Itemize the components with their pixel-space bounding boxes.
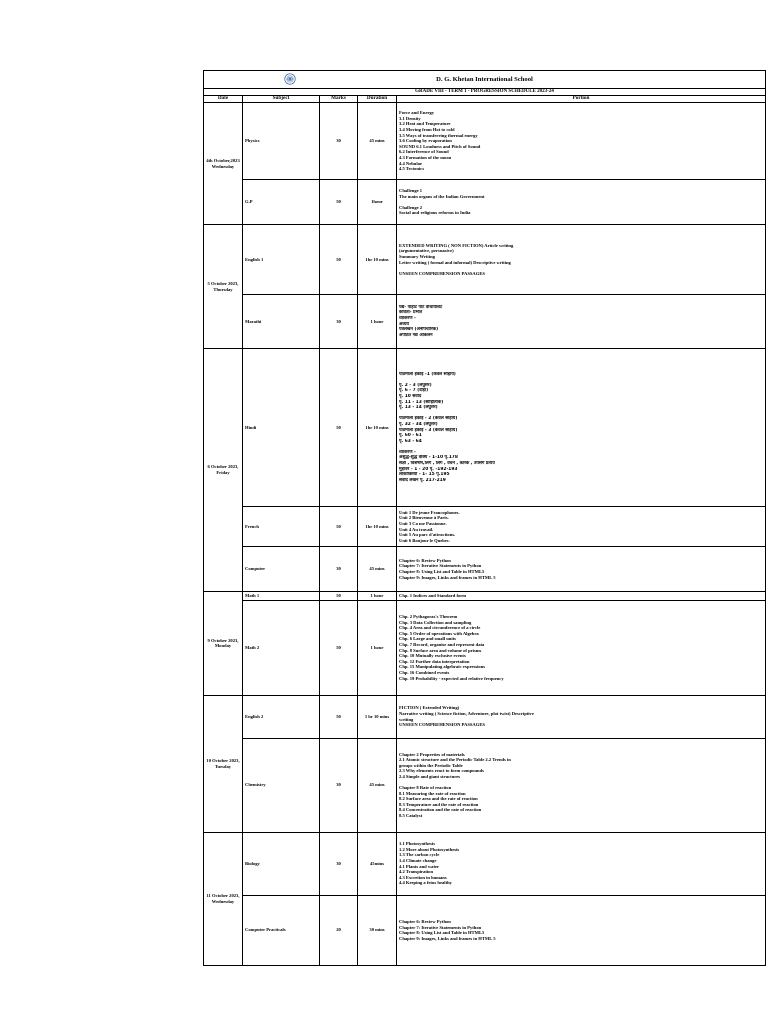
portion-line: 1.1 Photosynthesis [399, 841, 435, 847]
portion-cell [397, 600, 766, 695]
portion-line: Force and Energy [399, 110, 435, 116]
table-row [204, 103, 766, 180]
portion-line: writing [399, 716, 414, 722]
portion-line: पृ. 63 - 64 [399, 438, 422, 444]
portion-line: 4.4 Keeping a fetus healthy [399, 880, 452, 886]
portion-line: 2.1 Atomic structure and the Periodic Table 2.2 Trends in [399, 757, 511, 763]
marks-cell: 30 [320, 103, 358, 180]
portion-line: 1.2 More about Photosynthesis [399, 846, 460, 852]
subject-cell: Computer Practicals [243, 895, 320, 965]
portion-line: 6.2 Interference of Sound [399, 149, 449, 155]
portion-cell [397, 895, 766, 965]
table-row [204, 295, 766, 349]
portion-line: (argumentative, persuasive) [399, 248, 454, 254]
table-row [204, 895, 766, 965]
portion-line: 8.4 Concentration and the rate of reaction [399, 807, 482, 813]
marks-cell: 30 [320, 738, 358, 832]
portion-line: 8.3 Temperature and the rate of reaction [399, 801, 479, 807]
portion-line: व्याकरण - [399, 315, 416, 321]
subject-cell: G.P [243, 180, 320, 225]
portion-line: पाठमाला इकाई - 3 (केवल साहार्य) [399, 427, 458, 433]
portion-cell [397, 349, 766, 507]
portion-line: Chapter 9: Images, Links and frames in HTML 5 [399, 574, 496, 580]
portion-line: Summary Writing [399, 253, 435, 259]
portion-line: 4.3 Formation of the moon [399, 154, 452, 160]
portion-line: 3.5 Ways of transferring thermal energy [399, 132, 478, 138]
portion-line: Chapter 2 Properties of materials [399, 751, 465, 757]
portion-line: पृ. 11 - 13 (साहित्यिक) [399, 399, 444, 405]
portion-line: पृ. 6 - 7 (दोहा) [399, 388, 429, 394]
table-row [204, 600, 766, 695]
portion-line: 2.4 Simple and giant structures [399, 773, 461, 779]
portion-line: अव्यय [399, 321, 409, 327]
portion-line: Unit 4 Au travail. [399, 526, 434, 532]
table-row [204, 738, 766, 832]
portion-line: 8.1 Measuring the rate of reaction [399, 790, 466, 796]
header-duration: Duration [358, 96, 397, 103]
portion-line: 8.5 Catalyst [399, 813, 423, 819]
duration-cell: 45 mins [358, 738, 397, 832]
portion-line: Social and religious reforms in India [399, 210, 471, 216]
title-cell [204, 71, 766, 89]
marks-cell: 50 [320, 180, 358, 225]
portion-line: Unit 1 De jeune Francophones. [399, 509, 460, 515]
portion-line: 2.3 Why elements react to form compounds [399, 768, 484, 774]
subject-cell: Hindi [243, 349, 320, 507]
portion-line: 3.6 Cooling by evaporation [399, 138, 452, 144]
portion-line: Unit 6 Bonjour le Quebec. [399, 537, 451, 543]
schedule-table [203, 70, 766, 966]
subject-cell: English 1 [243, 225, 320, 295]
portion-line: 4.4 Nebulae [399, 160, 422, 166]
portion-line: 4.5 Tectonics [399, 166, 425, 172]
portion-line: 3.2 Heat and Temperature [399, 121, 451, 127]
portion-line: Chp. 16 Combined events [399, 669, 450, 675]
duration-cell: 45mins [358, 832, 397, 895]
school-name: D. G. Khetan International School [436, 75, 533, 83]
table-row [204, 507, 766, 547]
portion-line: 4.1 Plants and water [399, 863, 440, 869]
portion-cell [397, 738, 766, 832]
marks-cell: 30 [320, 832, 358, 895]
portion-line: संवाद लेखन पृ. 217-219 [399, 477, 446, 483]
subject-cell: Math 1 [243, 592, 320, 601]
portion-line: पत्रलेखन (अनौपचारिक) [399, 327, 439, 333]
header-portion: Portion [397, 96, 766, 103]
table-row [204, 832, 766, 895]
portion-cell [397, 180, 766, 225]
subject-cell: Computer [243, 547, 320, 592]
portion-line: Unit 3 Ca me Passionne. [399, 520, 447, 526]
portion-line: लोकोक्तियाँ - 1- 15 पृ.195 [399, 472, 450, 478]
portion-cell [397, 592, 766, 601]
portion-line: पाठमाला इकाई - 2 (केवल साहार्य) [399, 416, 458, 422]
table-row [204, 592, 766, 601]
marks-cell: 50 [320, 507, 358, 547]
table-row [204, 547, 766, 592]
portion-line: पृ. 2 - 3 (लघुशर) [399, 382, 432, 388]
table-row [204, 349, 766, 507]
duration-cell: 1hour [358, 180, 397, 225]
portion-line: Unit 2 Bienvenue à Paris. [399, 515, 449, 521]
portion-line: व्याकरण - [399, 449, 416, 455]
marks-cell: 20 [320, 895, 358, 965]
portion-line: मुहावरे - 1 - 20 पृ. -192-193 [399, 466, 458, 472]
portion-line: 4.3 Excretion in humans [399, 874, 447, 880]
portion-line: Chp. 15 Manipulating algebraic expressions [399, 664, 486, 670]
portion-line: Chapter 8: Using List and Table in HTML5 [399, 930, 485, 936]
portion-line: Chp. 3 Data Collection and sampling [399, 619, 472, 625]
date-cell: 5 October 2023, Thursday [204, 225, 243, 349]
portion-line: Chp. 2 Pythagoras's Theorem [399, 614, 458, 620]
portion-line: Chapter 6: Review Python [399, 918, 451, 924]
portion-line: Chp. 7 Record, organise and represent data [399, 642, 485, 647]
duration-cell: 45 mins [358, 103, 397, 180]
table-row [204, 180, 766, 225]
portion-line: Chapter 8: Using List and Table in HTML5 [399, 569, 485, 574]
portion-line: groups within the Periodic Table [399, 762, 463, 768]
date-cell: 10 October 2023, Tuesday [204, 695, 243, 832]
portion-line: Chp. 12 Further data interpretation [399, 658, 470, 664]
portion-line: Chp. 10 Mutually exclusive events [399, 653, 466, 659]
portion-line: कविता- प्रभात [399, 310, 423, 316]
duration-cell: 45 mins [358, 547, 397, 592]
portion-cell [397, 695, 766, 738]
duration-cell: 1hr 10 mins [358, 349, 397, 507]
header-date: Date [204, 96, 243, 103]
portion-line: SOUND 6.1 Loudness and Pitch of Sound [399, 143, 481, 149]
duration-cell: 1hr 10 mins [358, 225, 397, 295]
duration-cell: 1 hr 10 mins [358, 695, 397, 738]
portion-line: Chp. 5 Order of operations with Algebra [399, 630, 479, 636]
portion-line: 4.2 Transpiration [399, 869, 434, 875]
portion-line: Chapter 7: Iterative Statements in Python [399, 563, 482, 569]
portion-cell [397, 103, 766, 180]
portion-line: Unit 5 Au parc d'attractions. [399, 532, 456, 538]
subject-cell: Chemistry [243, 738, 320, 832]
schedule-sheet [203, 70, 765, 966]
subject-cell: Marathi [243, 295, 320, 349]
portion-line: पृ. 13 - 14 (लघुशर) [399, 405, 438, 411]
portion-line: Chapter 7: Iterative Statements in Python [399, 924, 482, 930]
marks-cell: 50 [320, 695, 358, 738]
portion-line: पृ. 60 - 61 [399, 433, 422, 439]
portion-line: EXTENDED WRITING ( NON FICTION) Article writing [399, 242, 514, 248]
marks-cell: 30 [320, 547, 358, 592]
duration-cell: 1 hour [358, 592, 397, 601]
portion-line: 3.1 Density [399, 115, 421, 121]
header-marks: Marks [320, 96, 358, 103]
portion-line: Challenge 2 [399, 204, 423, 210]
header-row [204, 96, 766, 103]
title-row [204, 71, 766, 89]
marks-cell: 50 [320, 349, 358, 507]
subject-cell: English 2 [243, 695, 320, 738]
portion-line: पद्य- पाहाट पाट वाचायाशट [399, 304, 443, 310]
subject-cell: Physics [243, 103, 320, 180]
portion-line: Chp. 1 Indices and Standard form [399, 593, 467, 598]
portion-line: FICTION ( Extended Writing) [399, 705, 460, 711]
portion-line: Chapter 8 Rate of reaction [399, 785, 452, 791]
date-cell: 6 October 2023, Friday [204, 349, 243, 592]
school-logo-icon [284, 73, 296, 85]
portion-line: Chp. 19 Probability - expected and relative frequency [399, 675, 504, 681]
portion-line: Chapter 9: Images, Links and frames in HTML 5 [399, 935, 496, 941]
portion-line: अपठित गद्य आकलन [399, 332, 433, 338]
date-cell: 11 October 2023, Wednesday [204, 832, 243, 965]
marks-cell: 50 [320, 225, 358, 295]
duration-cell: 1 hour [358, 295, 397, 349]
portion-cell [397, 832, 766, 895]
marks-cell: 30 [320, 295, 358, 349]
table-row [204, 225, 766, 295]
portion-line: Chp. 8 Surface area and volume of prisms [399, 647, 482, 653]
portion-line: Letter writing ( formal and informal) Descriptive writing [399, 259, 511, 265]
portion-line: 1.3 The carbon cycle [399, 852, 440, 858]
header-subject: Subject [243, 96, 320, 103]
subject-cell: French [243, 507, 320, 547]
portion-line: Chp. 4 Area and circumference of a circle [399, 625, 481, 631]
portion-line: पृ. 10 संवाद [399, 393, 422, 399]
subtitle-cell: GRADE VIII - TERM 1 - PROGRESSION SCHEDULE 2023-24 [204, 89, 766, 96]
portion-line: अशुद्ध-शुद्ध वाक्य - 1-10 पृ.178 [399, 455, 458, 461]
portion-line: Challenge 1 [399, 188, 423, 194]
portion-cell [397, 547, 766, 592]
portion-cell [397, 295, 766, 349]
subject-cell: Math 2 [243, 600, 320, 695]
portion-line: Chp. 6 Large and small units [399, 636, 456, 642]
portion-line: 8.2 Surface area and the rate of reaction [399, 796, 478, 802]
portion-line: 1.4 Climate change [399, 858, 437, 863]
table-row [204, 695, 766, 738]
marks-cell: 50 [320, 600, 358, 695]
portion-line: UNSEEN COMPREHENSION PASSAGES [399, 270, 485, 276]
duration-cell: 1hr 10 mins [358, 507, 397, 547]
duration-cell: 30 mins [358, 895, 397, 965]
portion-cell [397, 225, 766, 295]
date-cell: 9 October 2023, Monday [204, 592, 243, 696]
date-cell: 4th October,2023 Wednesday [204, 103, 243, 225]
portion-line: Chapter 6: Review Python [399, 557, 451, 563]
marks-cell: 50 [320, 592, 358, 601]
portion-line: The main organs of the Indian Government [399, 193, 485, 199]
portion-line: Narrative writing ( Science fiction, Adventure, plot twist) Descriptive [399, 711, 534, 716]
portion-line: 3.4 Moving from Hot to cold [399, 127, 455, 133]
portion-cell [397, 507, 766, 547]
subject-cell: Biology [243, 832, 320, 895]
portion-line: पाठमाला इकाई -1 (केवल साहार्य) [399, 371, 456, 377]
portion-line: UNSEEN COMPREHENSION PASSAGES [399, 722, 485, 728]
portion-line: पृ. 32 - 34 (लघुशर) [399, 421, 438, 427]
portion-line: संज्ञा , विशेषण,लिंग , लिंग , वचन , कारक , उपसर्ग प्रत्यय [399, 461, 495, 467]
duration-cell: 1 hour [358, 600, 397, 695]
